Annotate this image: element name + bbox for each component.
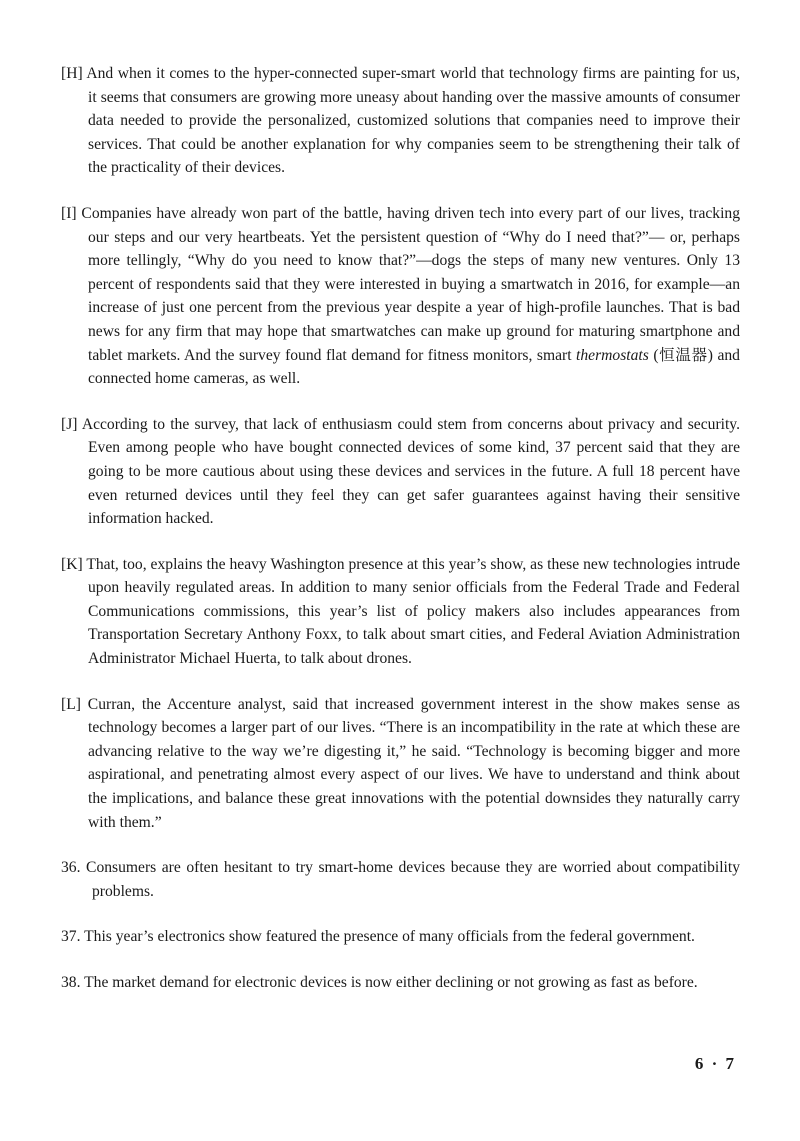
paragraph-label: [J]: [61, 415, 78, 433]
paragraph-text: According to the survey, that lack of enthusiasm could stem from concerns about privacy and security. Even among people who have bought connected devices of some kind, 37 percent said that they are going to be more cautious about using these devices and services in the future. A full 18 percent have even returned devices until they feel they can get safer guarantees against having their sensitive information hacked.: [81, 415, 740, 528]
paragraph-k: [61, 553, 740, 671]
paragraph-text: Companies have already won part of the battle, having driven tech into every part of our lives, tracking our steps and our very heartbeats. Yet the persistent question of “Why do I need that?”— or, perhaps more tellingly, “Why do you need to know that?”—dogs the steps of many new ventures. Only 13 percent of respondents said that they were interested in buying a smartwatch in 2016, for example—an increase of just one percent from the previous year despite a year of high-profile launches. That is bad news for any firm that may hope that smartwatches can make up ground for maturing smartphone and tablet markets. And the survey found flat demand for fitness monitors, smart: [81, 204, 741, 364]
page-number: 6 · 7: [694, 1054, 736, 1073]
question-38: [61, 971, 740, 995]
paragraph-label: [L]: [61, 695, 81, 713]
paragraph-h: [61, 62, 740, 180]
question-text: Consumers are often hesitant to try smart-home devices because they are worried about compatibility problems.: [86, 859, 740, 900]
question-text: This year’s electronics show featured the presence of many officials from the federal government.: [84, 928, 695, 946]
paragraph-label: [K]: [61, 555, 83, 573]
question-number: 36.: [61, 859, 81, 877]
question-number: 38.: [61, 974, 81, 991]
paragraph-label: [I]: [61, 204, 77, 222]
paragraph-i: [61, 202, 740, 391]
question-text: The market demand for electronic devices is now either declining or not growing as fast as before.: [84, 974, 698, 991]
paragraph-text: And when it comes to the hyper-connected super-smart world that technology firms are painting for us, it seems that consumers are growing more uneasy about handing over the massive amounts of consumer data needed to provide the personalized, customized solutions that companies need to improve their services. That could be another explanation for why companies seem to be strengthening their talk of the practicality of their devices.: [86, 65, 740, 177]
document-page: [61, 62, 740, 1017]
question-36: [61, 856, 740, 903]
paragraph-italic-term: thermostats: [576, 346, 649, 364]
question-37: [61, 925, 740, 949]
question-number: 37.: [61, 928, 81, 946]
paragraph-text: That, too, explains the heavy Washington presence at this year’s show, as these new technologies intrude upon heavily regulated areas. In addition to many senior officials from the Federal Trade and Federal Communications commissions, this year’s list of policy makers also includes appearances from Transportation Secretary Anthony Foxx, to talk about smart cities, and Federal Aviation Administration Administrator Michael Huerta, to talk about drones.: [86, 555, 740, 668]
paragraph-l: [61, 693, 740, 835]
paragraph-label: [H]: [61, 65, 83, 82]
paragraph-j: [61, 413, 740, 531]
paragraph-text-continued: (恒温器) and connected home cameras, as well.: [88, 346, 740, 388]
paragraph-text: Curran, the Accenture analyst, said that increased government interest in the show makes sense as technology becomes a larger part of our lives. “There is an incompatibility in the rate at which these are advancing relative to the way we’re digesting it,” he said. “Technology is becoming bigger and more aspirational, and penetrating almost every aspect of our lives. We have to understand and think about the implications, and balance these great innovations with the potential downsides they naturally carry with them.”: [87, 695, 740, 831]
